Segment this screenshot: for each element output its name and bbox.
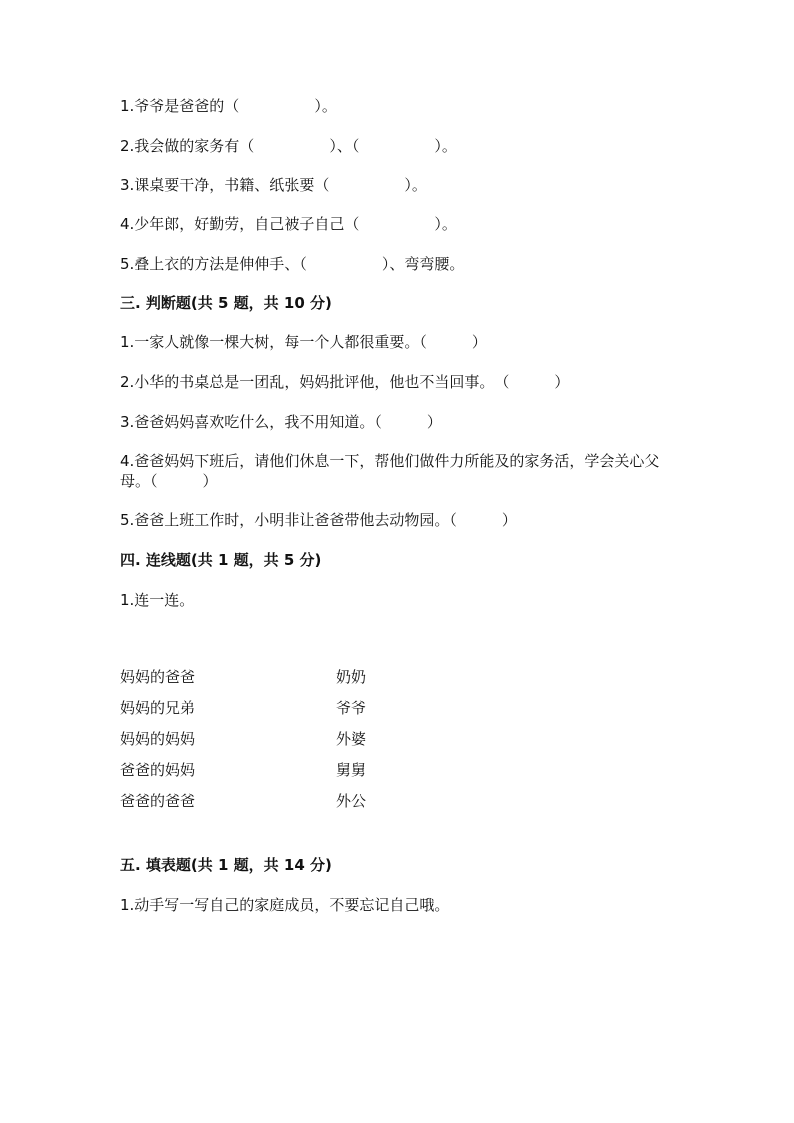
matching-right-item-3: 外婆 <box>336 730 367 748</box>
judge-item-3: 3.爸爸妈妈喜欢吃什么，我不用知道。（ ） <box>120 413 442 431</box>
matching-right-item-4: 舅舅 <box>336 761 367 779</box>
fill-blank-item-4: 4.少年郎，好勤劳，自己被子自己（ ）。 <box>120 215 457 233</box>
matching-right-item-1: 奶奶 <box>336 668 367 686</box>
fill-blank-item-3: 3.课桌要干净，书籍、纸张要（ ）。 <box>120 176 427 194</box>
judge-item-2: 2.小华的书桌总是一团乱，妈妈批评他，他也不当回事。 （ ） <box>120 373 570 391</box>
matching-left-item-3: 妈妈的妈妈 <box>120 730 196 748</box>
judge-section-heading: 三. 判断题(共 5 题，共 10 分) <box>120 294 332 312</box>
matching-left-item-1: 妈妈的爸爸 <box>120 668 196 686</box>
matching-right-item-5: 外公 <box>336 792 367 810</box>
matching-right-item-2: 爷爷 <box>336 699 367 717</box>
fill-blank-item-2: 2.我会做的家务有（ ）、（ ）。 <box>120 137 457 155</box>
fill-blank-item-1: 1.爷爷是爸爸的（ ）。 <box>120 97 337 115</box>
matching-left-item-4: 爸爸的妈妈 <box>120 761 196 779</box>
matching-left-item-2: 妈妈的兄弟 <box>120 699 196 717</box>
matching-section-heading: 四. 连线题(共 1 题，共 5 分) <box>120 551 322 569</box>
matching-left-item-5: 爸爸的爸爸 <box>120 792 196 810</box>
table-question: 1.动手写一写自己的家庭成员，不要忘记自己哦。 <box>120 896 450 914</box>
judge-item-4: 4.爸爸妈妈下班后，请他们休息一下，帮他们做件力所能及的家务活，学会关心父母。（ ） <box>120 452 660 490</box>
matching-question: 1.连一连。 <box>120 591 195 609</box>
judge-item-5: 5.爸爸上班工作时，小明非让爸爸带他去动物园。（ ） <box>120 511 517 529</box>
fill-blank-item-5: 5.叠上衣的方法是伸伸手、（ ）、弯弯腰。 <box>120 255 465 273</box>
judge-item-1: 1.一家人就像一棵大树，每一个人都很重要。（ ） <box>120 333 487 351</box>
table-section-heading: 五. 填表题(共 1 题，共 14 分) <box>120 856 332 874</box>
